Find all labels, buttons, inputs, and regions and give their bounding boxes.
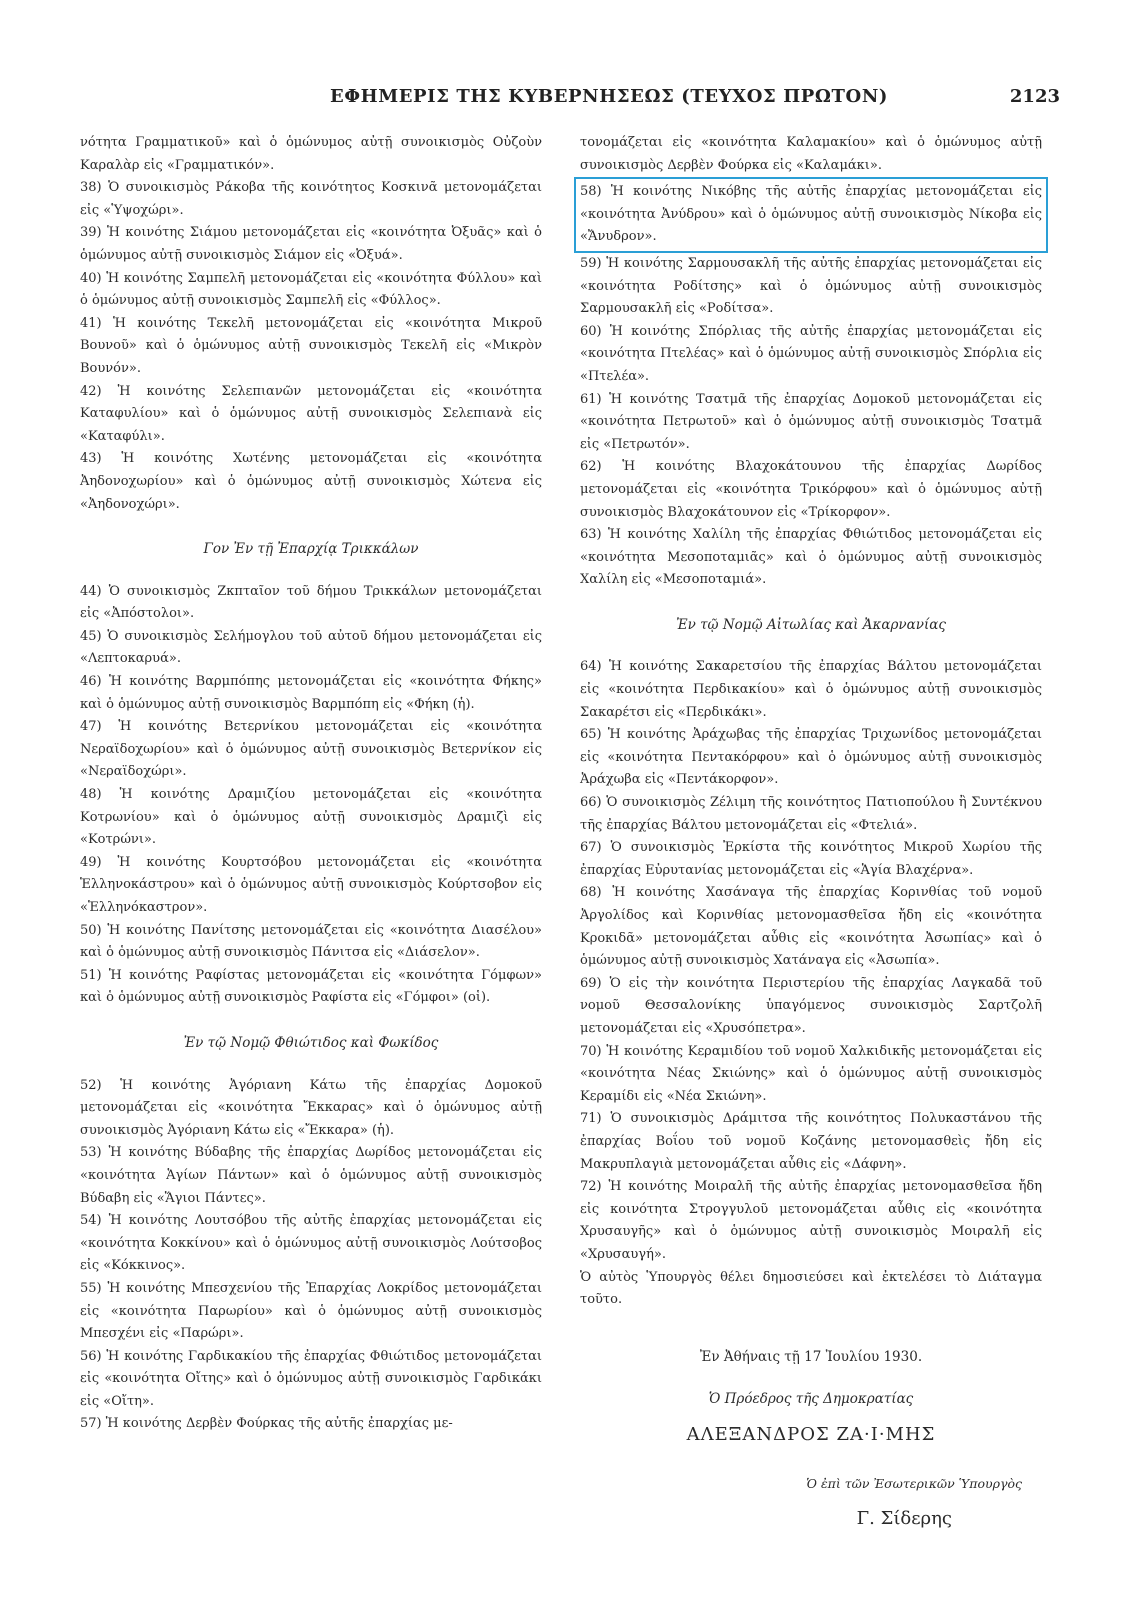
left-column — [80, 132, 542, 1436]
minister-name: Γ. Σίδερης — [856, 1508, 952, 1530]
paragraph-70: 70) Ἡ κοινότης Κεραμιδίου τοῦ νομοῦ Χαλκιδικῆς μετονομάζεται εἰς «κοινότητα Νέας Σκιώνης» καὶ ὁ ὁμώνυμος αὐτῇ συνοικισμὸς Κεραμίδι εἰς «Νέα Σκιώνη». — [580, 1043, 1042, 1104]
paragraph-43: 43) Ἡ κοινότης Χωτένης μετονομάζεται εἰς «κοινότητα Ἀηδονοχωρίου» καὶ ὁ ὁμώνυμος αὐτῇ συνοικισμὸς Χώτενα εἰς «Ἀηδονοχώρι». — [80, 451, 542, 512]
paragraph-58: 58) Ἡ κοινότης Νικόβης τῆς αὐτῆς ἐπαρχίας μετονομάζεται εἰς «κοινότητα Ἀνύδρου» καὶ ὁ ὁμώνυμος αὐτῇ συνοικισμὸς Νίκοβα εἰς «Ἄνυδρον». — [580, 184, 1042, 245]
paragraph-56: 56) Ἡ κοινότης Γαρδικακίου τῆς ἐπαρχίας Φθιώτιδος μετονομάζεται εἰς «κοινότητα Οἴτης» καὶ ὁ ὁμώνυμος αὐτῇ συνοικισμὸς Γαρδικάκι εἰς «Οἴτη». — [80, 1348, 542, 1409]
paragraph-65: 65) Ἡ κοινότης Ἀράχωβας τῆς ἐπαρχίας Τριχωνίδος μετονομάζεται εἰς «κοινότητα Πεντακόρφου» καὶ ὁ ὁμώνυμος αὐτῇ συνοικισμὸς Ἀράχωβα εἰς «Πεντάκορφον». — [580, 727, 1042, 788]
section-heading-trikala: Γον Ἐν τῇ Ἐπαρχίᾳ Τρικκάλων — [203, 541, 419, 558]
paragraph-69: 69) Ὁ εἰς τὴν κοινότητα Περιστερίου τῆς ἐπαρχίας Λαγκαδᾶ τοῦ νομοῦ Θεσσαλονίκης ὑπαγόμενος συνοικισμὸς Σαρτζολῆ μετονομάζεται εἰς «Χρυσόπετρα». — [580, 975, 1042, 1036]
paragraph-continuation: νότητα Γραμματικοῦ» καὶ ὁ ὁμώνυμος αὐτῇ συνοικισμὸς Οὐζοὺν Καραλὰρ εἰς «Γραμματικόν». — [80, 135, 542, 173]
paragraph-59: 59) Ἡ κοινότης Σαρμουσακλῆ τῆς αὐτῆς ἐπαρχίας μετονομάζεται εἰς «κοινότητα Ροδίτσης» καὶ ὁ ὁμώνυμος αὐτῇ συνοικισμὸς Σαρμουσακλῆ εἰς «Ροδίτσα». — [580, 255, 1042, 317]
paragraph-57-continuation: τονομάζεται εἰς «κοινότητα Καλαμακίου» καὶ ὁ ὁμώνυμος αὐτῇ συνοικισμὸς Δερβὲν Φούρκα εἰς «Καλαμάκι». — [580, 135, 1042, 173]
president-title: Ὁ Πρόεδρος τῆς Δημοκρατίας — [708, 1391, 914, 1408]
paragraph-62: 62) Ἡ κοινότης Βλαχοκάτουνου τῆς ἐπαρχίας Δωρίδος μετονομάζεται εἰς «κοινότητα Τρικόρφου» καὶ ὁ ὁμώνυμος αὐτῇ συνοικισμὸς Βλαχοκάτουνον εἰς «Τρίκορφον». — [580, 459, 1042, 520]
paragraph-47: 47) Ἡ κοινότης Βετερνίκου μετονομάζεται εἰς «κοινότητα Νεραϊδοχωρίου» καὶ ὁ ὁμώνυμος αὐτῇ συνοικισμὸς Βετερνίκον εἰς «Νεραϊδοχώρι». — [80, 719, 542, 780]
section-heading-fthiotis: Ἐν τῷ Νομῷ Φθιώτιδος καὶ Φωκίδος — [183, 1034, 439, 1051]
paragraph-66: 66) Ὁ συνοικισμὸς Ζέλιμη τῆς κοινότητος Πατιοπούλου ἢ Συντέκνου τῆς ἐπαρχίας Βάλτου μετονομάζεται εἰς «Φτελιά». — [580, 795, 1042, 833]
paragraph-54: 54) Ἡ κοινότης Λουτσόβου τῆς αὐτῆς ἐπαρχίας μετονομάζεται εἰς «κοινότητα Κοκκίνου» καὶ ὁ ὁμώνυμος αὐτῇ συνοικισμὸς Λούτσοβος εἰς «Κόκκινος». — [80, 1213, 542, 1274]
paragraph-41: 41) Ἡ κοινότης Τεκελῆ μετονομάζεται εἰς «κοινότητα Μικροῦ Βουνοῦ» καὶ ὁ ὁμώνυμος αὐτῇ συνοικισμὸς Τεκελῆ εἰς «Μικρὸν Βουνόν». — [80, 315, 542, 376]
paragraph-45: 45) Ὁ συνοικισμὸς Σελήμογλου τοῦ αὐτοῦ δήμου μετονομάζεται εἰς «Λεπτοκαρυά». — [80, 628, 542, 667]
closing-statement: Ὁ αὐτὸς Ὑπουργὸς θέλει δημοσιεύσει καὶ ἐκτελέσει τὸ Διάταγμα τοῦτο. — [580, 1269, 1042, 1308]
paragraph-51: 51) Ἡ κοινότης Ραφίστας μετονομάζεται εἰς «κοινότητα Γόμφων» καὶ ὁ ὁμώνυμος αὐτῇ συνοικισμὸς Ραφίστα εἰς «Γόμφοι» (οἱ). — [80, 967, 542, 1006]
paragraph-52: 52) Ἡ κοινότης Ἀγόριανη Κάτω τῆς ἐπαρχίας Δομοκοῦ μετονομάζεται εἰς «κοινότητα Ἔκκαρας» καὶ ὁ ὁμώνυμος αὐτῇ συνοικισμὸς Ἀγόριανη Κάτω εἰς «Ἔκκαρα» (ἡ). — [80, 1077, 542, 1138]
paragraph-53: 53) Ἡ κοινότης Βύδαβης τῆς ἐπαρχίας Δωρίδος μετονομάζεται εἰς «κοινότητα Ἁγίων Πάντων» καὶ ὁ ὁμώνυμος αὐτῇ συνοικισμὸς Βύδαβη εἰς «Ἅγιοι Πάντες». — [80, 1145, 542, 1206]
paragraph-57: 57) Ἡ κοινότης Δερβὲν Φούρκας τῆς αὐτῆς ἐπαρχίας με- — [80, 1416, 453, 1432]
gazette-title: ΕΦΗΜΕΡΙΣ ΤΗΣ ΚΥΒΕΡΝΗΣΕΩΣ (ΤΕΥΧΟΣ ΠΡΩΤΟΝ) — [330, 86, 888, 107]
paragraph-50: 50) Ἡ κοινότης Πανίτσης μετονομάζεται εἰς «κοινότητα Διασέλου» καὶ ὁ ὁμώνυμος αὐτῇ συνοικισμὸς Πάνιτσα εἰς «Διάσελον». — [80, 922, 542, 961]
page-header — [70, 86, 1060, 112]
paragraph-72: 72) Ἡ κοινότης Μοιραλῆ τῆς αὐτῆς ἐπαρχίας μετονομασθεῖσα ἤδη εἰς κοινότητα Στρογγυλοῦ μετονομάζεται αὖθις εἰς «κοινότητα Χρυσαυγῆς» καὶ ὁ ὁμώνυμος αὐτῇ συνοικισμὸς Μοιραλῆ εἰς «Χρυσαυγή». — [580, 1179, 1042, 1262]
paragraph-71: 71) Ὁ συνοικισμὸς Δράμιτσα τῆς κοινότητος Πολυκαστάνου τῆς ἐπαρχίας Βοΐου τοῦ νομοῦ Κοζάνης μετονομασθεὶς ἤδη εἰς Μακρυπλαγιὰ μετονομάζεται αὖθις εἰς «Δάφνη». — [580, 1111, 1042, 1172]
signing-date: Ἐν Ἀθήναις τῇ 17 Ἰουλίου 1930. — [699, 1348, 923, 1365]
paragraph-40: 40) Ἡ κοινότης Σαμπελῆ μετονομάζεται εἰς «κοινότητα Φύλλου» καὶ ὁ ὁμώνυμος αὐτῇ συνοικισμὸς Σαμπελῆ εἰς «Φύλλος». — [80, 270, 542, 309]
paragraph-44: 44) Ὁ συνοικισμὸς Ζκπταῖον τοῦ δήμου Τρικκάλων μετονομάζεται εἰς «Ἀπόστολοι». — [80, 583, 542, 622]
paragraph-55: 55) Ἡ κοινότης Μπεσχενίου τῆς Ἐπαρχίας Λοκρίδος μετονομάζεται εἰς «κοινότητα Παρωρίου» καὶ ὁ ὁμώνυμος αὐτῇ συνοικισμὸς Μπεσχένι εἰς «Παρώρι». — [80, 1280, 542, 1342]
paragraph-63: 63) Ἡ κοινότης Χαλίλη τῆς ἐπαρχίας Φθιώτιδος μετονομάζεται εἰς «κοινότητα Μεσοποταμιᾶς» καὶ ὁ ὁμώνυμος αὐτῇ συνοικισμὸς Χαλίλη εἰς «Μεσοποταμιά». — [580, 527, 1042, 588]
president-name: ΑΛΕΞΑΝΔΡΟΣ ΖΑ·Ι·ΜΗΣ — [686, 1424, 936, 1446]
right-column — [580, 132, 1042, 1549]
paragraph-46: 46) Ἡ κοινότης Βαρμπόπης μετονομάζεται εἰς «κοινότητα Φήκης» καὶ ὁ ὁμώνυμος αὐτῇ συνοικισμὸς Βαρμπόπη εἰς «Φήκη (ἡ). — [80, 674, 542, 712]
paragraph-38: 38) Ὁ συνοικισμὸς Ράκοβα τῆς κοινότητος Κοσκινᾶ μετονομάζεται εἰς «Ὑψοχώρι». — [80, 180, 542, 218]
section-heading-aitolia: Ἐν τῷ Νομῷ Αἰτωλίας καὶ Ἀκαρνανίας — [676, 616, 946, 633]
page-number: 2123 — [1009, 86, 1060, 107]
paragraph-49: 49) Ἡ κοινότης Κουρτσόβου μετονομάζεται εἰς «κοινότητα Ἑλληνοκάστρου» καὶ ὁ ὁμώνυμος αὐτῇ συνοικισμὸς Κούρτσοβον εἰς «Ἑλληνόκαστρον». — [80, 854, 542, 915]
paragraph-61: 61) Ἡ κοινότης Τσατμᾶ τῆς ἐπαρχίας Δομοκοῦ μετονομάζεται εἰς «κοινότητα Πετρωτοῦ» καὶ ὁ ὁμώνυμος αὐτῇ συνοικισμὸς Τσατμᾶ εἰς «Πετρωτόν». — [580, 391, 1042, 452]
paragraph-60: 60) Ἡ κοινότης Σπόρλιας τῆς αὐτῆς ἐπαρχίας μετονομάζεται εἰς «κοινότητα Πτελέας» καὶ ὁ ὁμώνυμος αὐτῇ συνοικισμὸς Σπόρλια εἰς «Πτελέα». — [580, 323, 1042, 384]
paragraph-42: 42) Ἡ κοινότης Σελεπιανῶν μετονομάζεται εἰς «κοινότητα Καταφυλίου» καὶ ὁ ὁμώνυμος αὐτῇ συνοικισμὸς Σελεπιανὰ εἰς «Καταφύλι». — [80, 383, 542, 444]
paragraph-68: 68) Ἡ κοινότης Χασάναγα τῆς ἐπαρχίας Κορινθίας τοῦ νομοῦ Ἀργολίδος καὶ Κορινθίας μετονομασθεῖσα ἤδη εἰς «κοινότητα Κροκιδᾶ» μετονομάζεται αὖθις εἰς «κοινότητα Ἀσωπίας» καὶ ὁ ὁμώνυμος αὐτῇ συνοικισμὸς Χατάναγα εἰς «Ἀσωπία». — [580, 885, 1042, 969]
paragraph-48: 48) Ἡ κοινότης Δραμιζίου μετονομάζεται εἰς «κοινότητα Κοτρωνίου» καὶ ὁ ὁμώνυμος αὐτῇ συνοικισμὸς Δραμιζὶ εἰς «Κοτρώνι». — [80, 787, 542, 848]
minister-title: Ὁ ἐπὶ τῶν Ἐσωτερικῶν Ὑπουργὸς — [806, 1475, 1022, 1491]
paragraph-39: 39) Ἡ κοινότης Σιάμου μετονομάζεται εἰς «κοινότητα Ὀξυᾶς» καὶ ὁ ὁμώνυμος αὐτῇ συνοικισμὸς Σιάμον εἰς «Ὀξυά». — [80, 225, 542, 263]
paragraph-67: 67) Ὁ συνοικισμὸς Ἐρκίστα τῆς κοινότητος Μικροῦ Χωρίου τῆς ἐπαρχίας Εὐρυτανίας μετονομάζεται εἰς «Ἁγία Βλαχέρνα». — [580, 840, 1042, 878]
highlight-box — [574, 177, 1048, 253]
paragraph-64: 64) Ἡ κοινότης Σακαρετσίου τῆς ἐπαρχίας Βάλτου μετονομάζεται εἰς «κοινότητα Περδικακίου» καὶ ὁ ὁμώνυμος αὐτῇ συνοικισμὸς Σακαρέτσι εἰς «Περδικάκι». — [580, 659, 1042, 720]
